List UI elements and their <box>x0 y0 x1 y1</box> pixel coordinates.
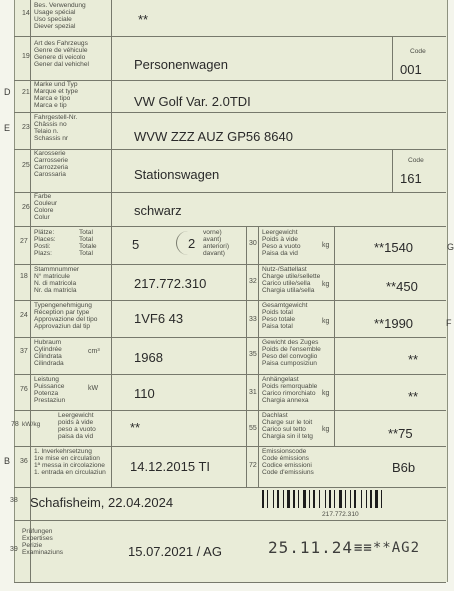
inspection-stamp-code: ≡≡**AG2 <box>354 540 421 556</box>
code-header: Code <box>408 157 424 164</box>
field-label-matriculation: Stammnummer N° matricule N. di matricola Nr. da matricla <box>34 266 80 294</box>
divider <box>14 487 446 488</box>
field-label-inspections: Prüfungen Expertises Perizie Examinaziuns <box>22 528 64 556</box>
divider <box>14 337 446 338</box>
divider <box>14 410 446 411</box>
divider <box>14 149 446 150</box>
barcode-bar <box>370 490 372 508</box>
empty-weight-value: **1540 <box>374 240 414 255</box>
barcode-bar <box>345 490 346 508</box>
inspection-date-value: 15.07.2021 / AG <box>128 544 222 559</box>
barcode-bar <box>298 490 299 508</box>
field-label-train-weight: Gewicht des Zuges Poids de l'ensemble Peso del convoglio Paisa cumposiziun <box>262 339 321 367</box>
divider <box>14 520 446 521</box>
barcode-bar <box>283 490 284 508</box>
field-label-special-use: Bes. Verwendung Usage spécial Uso speciale Diever spezial <box>34 2 86 30</box>
unit-label: kg <box>322 390 330 397</box>
barcode <box>262 490 430 508</box>
matriculation-value: 217.772.310 <box>134 276 207 291</box>
issue-place-date-value: Schafisheim, 22.04.2024 <box>30 495 174 510</box>
barcode-bar <box>329 490 331 508</box>
field-number: 32 <box>249 278 257 285</box>
barcode-bar <box>354 490 356 508</box>
field-number: 39 <box>10 546 18 553</box>
field-label-payload: Nutz-/Sattellast Charge utile/sellette Carico utile/sella Chargia utila/sella <box>262 266 321 294</box>
code-header: Code <box>410 48 426 55</box>
payload-value: **450 <box>386 279 418 294</box>
barcode-bar <box>309 490 310 508</box>
field-label-power: Leistung Puissance Potenza Prestaziun <box>34 376 66 404</box>
field-label-type-approval: Typengenehmigung Réception par type Approvazione del tipo Approvaziun dal tip <box>34 302 98 330</box>
divider <box>14 112 446 113</box>
field-number: 18 <box>20 273 28 280</box>
column-separator <box>30 0 31 520</box>
field-number: 55 <box>249 425 257 432</box>
field-number: 78 <box>11 421 19 428</box>
total-weight-value: **1990 <box>374 316 414 331</box>
field-label-vehicle-type: Art des Fahrzeugs Genre de véhicule Genere di veicolo Gener dal vehichel <box>34 40 89 68</box>
barcode-bar <box>325 490 326 508</box>
field-label-emission-code: Emissionscode Code émissions Codice emissioni Code d'emissiuns <box>262 448 314 476</box>
field-label-roof-load: Dachlast Charge sur le toit Carico sul tetto Chargia sin il tetg <box>262 412 313 440</box>
field-number: 37 <box>20 348 28 355</box>
field-label-seats: Plätze: Places: Posti: Plazs: <box>34 229 56 257</box>
field-label-total-weight: Gesamtgewicht Poids total Peso totale Paisa total <box>262 302 308 330</box>
field-label-power-weight: kW/kg <box>22 421 41 428</box>
emission-code-value: B6b <box>392 460 416 475</box>
field-label-first-registration: 1. Inverkehrsetzung 1re mise en circulation 1ª messa in circolazione 1. entrada en circulaziun <box>34 448 106 476</box>
color-value: schwarz <box>134 203 182 218</box>
field-label-color: Farbe Couleur Colore Colur <box>34 193 58 221</box>
roof-load-value: **75 <box>388 426 413 441</box>
divider <box>14 226 446 227</box>
first-registration-value: 14.12.2015 TI <box>130 459 210 474</box>
unit-label: cm³ <box>88 348 100 355</box>
field-number: 26 <box>22 204 30 211</box>
field-number: 21 <box>22 89 30 96</box>
field-label-seats-front: vorne) avant) anteriori) davant) <box>203 229 230 257</box>
field-number: 25 <box>22 162 30 169</box>
field-label-empty-weight: Leergewicht Poids à vide Peso a vuoto Paisa da vid <box>262 229 301 257</box>
field-number: 30 <box>249 240 257 247</box>
barcode-bar <box>361 490 362 508</box>
field-number: 27 <box>20 238 28 245</box>
field-label-power-weight-denominator: Leergewicht poids à vide peso a vuoto paisa da vid <box>58 412 96 440</box>
displacement-value: 1968 <box>134 350 163 365</box>
barcode-text: 217.772.310 <box>322 511 359 518</box>
field-number: 14 <box>22 10 30 17</box>
vehicle-type-value: Personenwagen <box>134 57 228 72</box>
field-label-towing-weight: Anhängelast Poids remorquable Carico rimorchiato Chargia annexa <box>262 376 318 404</box>
divider <box>14 374 446 375</box>
field-number: 19 <box>22 53 30 60</box>
column-separator <box>334 226 335 447</box>
seats-total-value: 5 <box>132 237 140 252</box>
unit-label: kg <box>322 318 330 325</box>
divider <box>14 582 446 583</box>
side-marker: F <box>446 318 452 328</box>
side-marker: E <box>4 123 11 133</box>
make-model-value: VW Golf Var. 2.0TDI <box>134 94 251 109</box>
field-label-chassis: Fahrgestell-Nr. Châssis no Telaio n. Schassis nr <box>34 114 78 142</box>
divider <box>14 192 446 193</box>
barcode-bar <box>339 490 342 508</box>
field-label-displacement: Hubraum Cylindrée Cilindrata Cilindrada <box>34 339 64 367</box>
divider <box>14 80 446 81</box>
barcode-bar <box>267 490 268 508</box>
barcode-bar <box>375 490 378 508</box>
body-value: Stationswagen <box>134 167 220 182</box>
barcode-bar <box>313 490 315 508</box>
divider <box>14 36 446 37</box>
field-number: 31 <box>249 389 257 396</box>
unit-label: kg <box>322 242 330 249</box>
power-value: 110 <box>134 386 155 401</box>
train-weight-value: ** <box>408 352 419 367</box>
vehicle-type-code: 001 <box>400 62 422 77</box>
power-weight-value: ** <box>130 420 141 435</box>
field-label-make-model: Marke und Typ Marque et type Marca e tipo Marca e tip <box>34 81 78 109</box>
divider <box>14 300 446 301</box>
barcode-bar <box>366 490 367 508</box>
unit-label: kg <box>322 281 330 288</box>
barcode-bar <box>273 490 274 508</box>
field-label-seats-total: Total Total Totale Total <box>79 229 97 257</box>
unit-label: kW <box>88 385 99 392</box>
barcode-bar <box>381 490 382 508</box>
inspection-stamp-date: 25.11.24 <box>268 538 354 557</box>
barcode-bar <box>293 490 295 508</box>
seats-front-value: 2 <box>188 236 196 251</box>
barcode-bar <box>277 490 279 508</box>
column-separator <box>258 226 259 487</box>
type-approval-value: 1VF6 43 <box>134 311 184 326</box>
barcode-bar <box>303 490 306 508</box>
field-number: 23 <box>22 124 30 131</box>
unit-label: kg <box>322 426 330 433</box>
barcode-bar <box>319 490 320 508</box>
field-number: 76 <box>20 386 28 393</box>
field-number: 24 <box>20 312 28 319</box>
side-marker: D <box>4 87 11 97</box>
field-number: 33 <box>249 316 257 323</box>
column-separator <box>111 0 112 487</box>
barcode-bar <box>350 490 351 508</box>
side-marker: G <box>447 242 454 252</box>
code-separator <box>392 36 393 80</box>
barcode-bar <box>262 490 264 508</box>
field-number: 36 <box>20 458 28 465</box>
code-separator <box>392 149 393 192</box>
towing-weight-value: ** <box>408 389 419 404</box>
divider <box>14 446 446 447</box>
side-marker: B <box>4 456 11 466</box>
field-number: 35 <box>249 351 257 358</box>
divider <box>14 264 446 265</box>
body-code: 161 <box>400 171 422 186</box>
column-separator <box>246 226 247 487</box>
chassis-number-value: WVW ZZZ AUZ GP56 8640 <box>134 129 293 144</box>
field-number: 38 <box>10 497 18 504</box>
barcode-bar <box>334 490 335 508</box>
barcode-bar <box>287 490 290 508</box>
special-use-value: ** <box>138 12 149 27</box>
field-number: 72 <box>249 462 257 469</box>
field-label-body: Karosserie Carrosserie Carrozzeria Carossaria <box>34 150 69 178</box>
